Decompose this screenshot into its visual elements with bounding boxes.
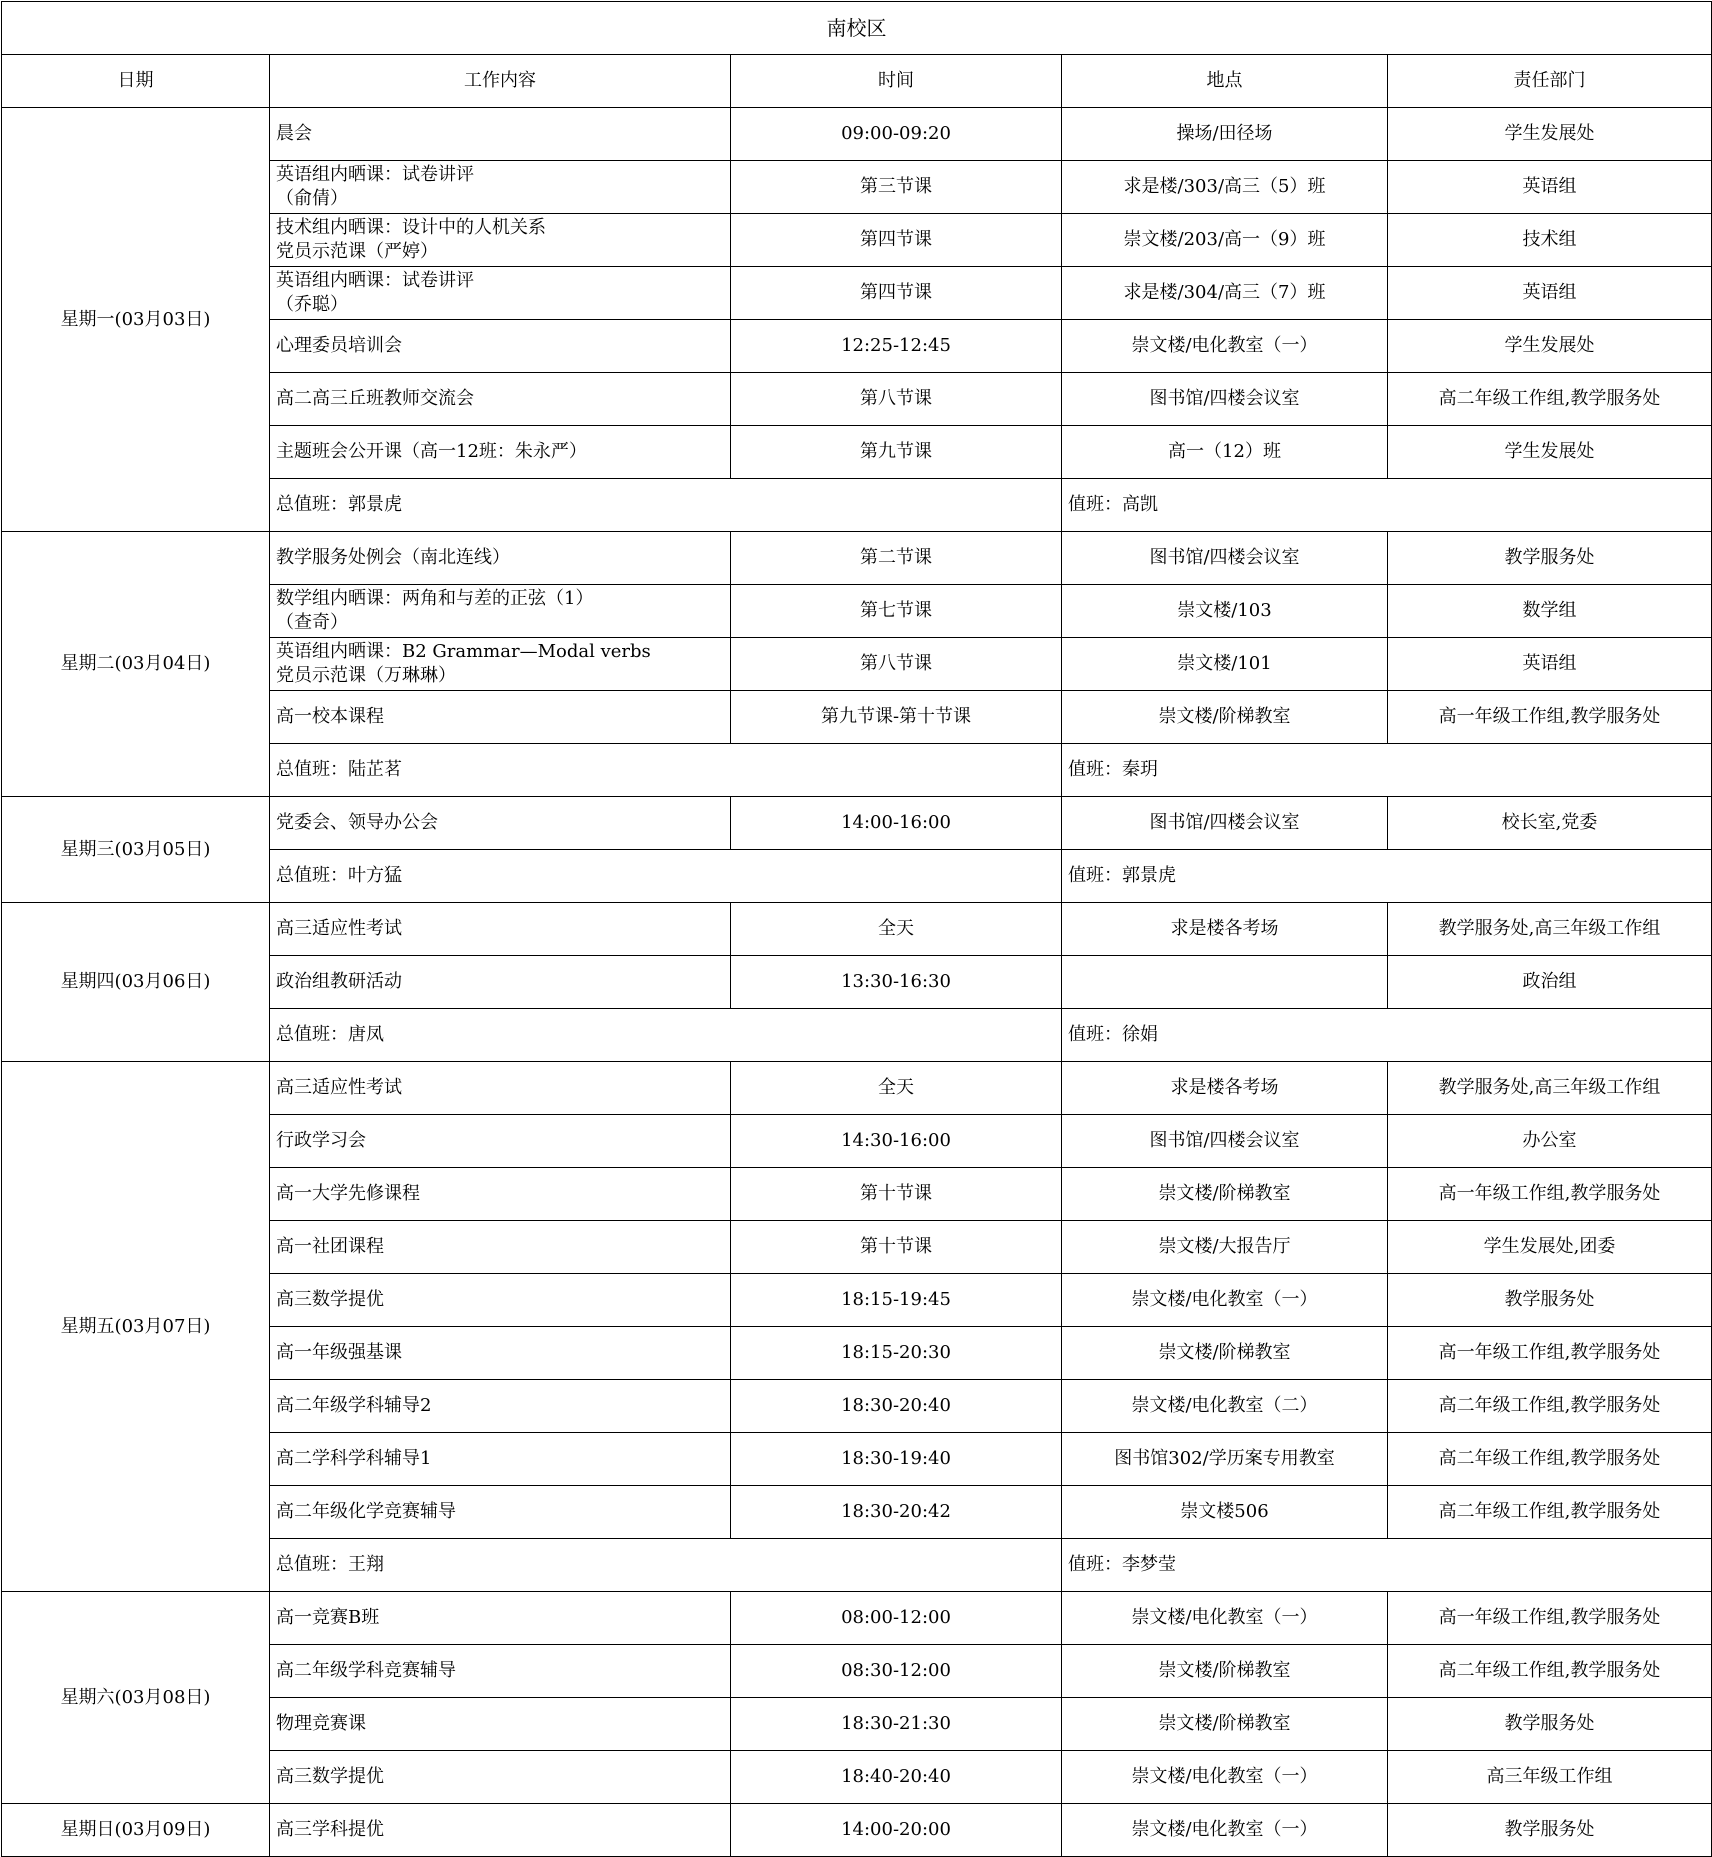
cell-time: 第三节课 xyxy=(731,161,1062,214)
cell-content: 数学组内晒课：两角和与差的正弦（1） （查奇） xyxy=(270,585,731,638)
table-row xyxy=(2,1804,1712,1857)
table-row xyxy=(2,903,1712,956)
duty-staff: 值班：郭景虎 xyxy=(1062,850,1712,903)
cell-time: 14:00-20:00 xyxy=(731,1804,1062,1857)
cell-location: 崇文楼/大报告厅 xyxy=(1062,1221,1388,1274)
duty-chief: 总值班：陆芷茗 xyxy=(270,744,1062,797)
cell-location: 崇文楼/电化教室（一） xyxy=(1062,1804,1388,1857)
cell-location: 崇文楼/阶梯教室 xyxy=(1062,1645,1388,1698)
duty-staff: 值班：秦玥 xyxy=(1062,744,1712,797)
cell-time: 18:30-19:40 xyxy=(731,1433,1062,1486)
cell-department: 英语组 xyxy=(1388,267,1712,320)
cell-content: 英语组内晒课：试卷讲评 （乔聪） xyxy=(270,267,731,320)
cell-location: 崇文楼/阶梯教室 xyxy=(1062,1168,1388,1221)
duty-staff: 值班：徐娟 xyxy=(1062,1009,1712,1062)
cell-content: 物理竞赛课 xyxy=(270,1698,731,1751)
cell-content: 政治组教研活动 xyxy=(270,956,731,1009)
cell-content: 高三数学提优 xyxy=(270,1751,731,1804)
cell-location: 图书馆/四楼会议室 xyxy=(1062,797,1388,850)
cell-department: 办公室 xyxy=(1388,1115,1712,1168)
cell-time: 第八节课 xyxy=(731,373,1062,426)
cell-department: 教学服务处 xyxy=(1388,532,1712,585)
cell-location: 崇文楼/阶梯教室 xyxy=(1062,1698,1388,1751)
cell-department: 高一年级工作组,教学服务处 xyxy=(1388,1327,1712,1380)
cell-content: 高一年级强基课 xyxy=(270,1327,731,1380)
cell-time: 第九节课-第十节课 xyxy=(731,691,1062,744)
cell-time: 第四节课 xyxy=(731,267,1062,320)
day-date: 星期二(03月04日) xyxy=(2,532,270,797)
day-date: 星期一(03月03日) xyxy=(2,108,270,532)
cell-department: 高二年级工作组,教学服务处 xyxy=(1388,1645,1712,1698)
cell-time: 第四节课 xyxy=(731,214,1062,267)
cell-location: 崇文楼/阶梯教室 xyxy=(1062,691,1388,744)
header-content: 工作内容 xyxy=(270,55,731,108)
cell-department: 学生发展处 xyxy=(1388,108,1712,161)
cell-content: 党委会、领导办公会 xyxy=(270,797,731,850)
cell-department: 高二年级工作组,教学服务处 xyxy=(1388,1433,1712,1486)
table-row xyxy=(2,532,1712,585)
cell-time: 09:00-09:20 xyxy=(731,108,1062,161)
cell-content: 高二年级学科竞赛辅导 xyxy=(270,1645,731,1698)
cell-location xyxy=(1062,956,1388,1009)
cell-time: 18:30-20:40 xyxy=(731,1380,1062,1433)
cell-content: 高二学科学科辅导1 xyxy=(270,1433,731,1486)
cell-content: 行政学习会 xyxy=(270,1115,731,1168)
cell-department: 高二年级工作组,教学服务处 xyxy=(1388,373,1712,426)
cell-time: 14:00-16:00 xyxy=(731,797,1062,850)
cell-time: 18:30-20:42 xyxy=(731,1486,1062,1539)
cell-time: 18:30-21:30 xyxy=(731,1698,1062,1751)
day-date: 星期四(03月06日) xyxy=(2,903,270,1062)
cell-content: 主题班会公开课（高一12班：朱永严） xyxy=(270,426,731,479)
cell-time: 18:15-20:30 xyxy=(731,1327,1062,1380)
cell-department: 高二年级工作组,教学服务处 xyxy=(1388,1486,1712,1539)
cell-time: 08:30-12:00 xyxy=(731,1645,1062,1698)
cell-location: 崇文楼/电化教室（二） xyxy=(1062,1380,1388,1433)
cell-time: 12:25-12:45 xyxy=(731,320,1062,373)
cell-department: 英语组 xyxy=(1388,638,1712,691)
cell-department: 英语组 xyxy=(1388,161,1712,214)
cell-location: 求是楼/304/高三（7）班 xyxy=(1062,267,1388,320)
cell-time: 全天 xyxy=(731,1062,1062,1115)
cell-location: 图书馆302/学历案专用教室 xyxy=(1062,1433,1388,1486)
cell-content: 教学服务处例会（南北连线） xyxy=(270,532,731,585)
cell-content: 高一社团课程 xyxy=(270,1221,731,1274)
day-date: 星期三(03月05日) xyxy=(2,797,270,903)
cell-content: 心理委员培训会 xyxy=(270,320,731,373)
cell-content: 高三适应性考试 xyxy=(270,903,731,956)
cell-content: 高二年级学科辅导2 xyxy=(270,1380,731,1433)
cell-location: 求是楼各考场 xyxy=(1062,1062,1388,1115)
cell-content: 技术组内晒课：设计中的人机关系 党员示范课（严婷） xyxy=(270,214,731,267)
duty-chief: 总值班：郭景虎 xyxy=(270,479,1062,532)
cell-location: 崇文楼/电化教室（一） xyxy=(1062,1751,1388,1804)
cell-location: 图书馆/四楼会议室 xyxy=(1062,532,1388,585)
duty-staff: 值班：李梦莹 xyxy=(1062,1539,1712,1592)
cell-time: 第十节课 xyxy=(731,1221,1062,1274)
cell-department: 政治组 xyxy=(1388,956,1712,1009)
cell-content: 高二年级化学竞赛辅导 xyxy=(270,1486,731,1539)
schedule-table xyxy=(1,1,1712,1857)
cell-content: 高二高三丘班教师交流会 xyxy=(270,373,731,426)
cell-time: 第七节课 xyxy=(731,585,1062,638)
cell-location: 操场/田径场 xyxy=(1062,108,1388,161)
cell-department: 教学服务处 xyxy=(1388,1274,1712,1327)
cell-location: 崇文楼/203/高一（9）班 xyxy=(1062,214,1388,267)
cell-location: 求是楼/303/高三（5）班 xyxy=(1062,161,1388,214)
cell-department: 学生发展处,团委 xyxy=(1388,1221,1712,1274)
cell-time: 全天 xyxy=(731,903,1062,956)
cell-location: 崇文楼/阶梯教室 xyxy=(1062,1327,1388,1380)
cell-department: 教学服务处,高三年级工作组 xyxy=(1388,1062,1712,1115)
cell-location: 崇文楼/电化教室（一） xyxy=(1062,320,1388,373)
cell-location: 高一（12）班 xyxy=(1062,426,1388,479)
cell-department: 高三年级工作组 xyxy=(1388,1751,1712,1804)
cell-time: 14:30-16:00 xyxy=(731,1115,1062,1168)
cell-department: 校长室,党委 xyxy=(1388,797,1712,850)
header-date: 日期 xyxy=(2,55,270,108)
table-row xyxy=(2,1062,1712,1115)
cell-content: 高三适应性考试 xyxy=(270,1062,731,1115)
cell-content: 高一竞赛B班 xyxy=(270,1592,731,1645)
cell-time: 第十节课 xyxy=(731,1168,1062,1221)
cell-department: 技术组 xyxy=(1388,214,1712,267)
table-row xyxy=(2,1592,1712,1645)
cell-location: 求是楼各考场 xyxy=(1062,903,1388,956)
cell-content: 高三数学提优 xyxy=(270,1274,731,1327)
cell-department: 教学服务处 xyxy=(1388,1804,1712,1857)
cell-location: 崇文楼/电化教室（一） xyxy=(1062,1274,1388,1327)
cell-department: 学生发展处 xyxy=(1388,320,1712,373)
cell-department: 高一年级工作组,教学服务处 xyxy=(1388,1168,1712,1221)
cell-time: 08:00-12:00 xyxy=(731,1592,1062,1645)
cell-content: 英语组内晒课：B2 Grammar—Modal verbs 党员示范课（万琳琳） xyxy=(270,638,731,691)
day-date: 星期六(03月08日) xyxy=(2,1592,270,1804)
day-date: 星期日(03月09日) xyxy=(2,1804,270,1857)
cell-department: 教学服务处 xyxy=(1388,1698,1712,1751)
cell-content: 晨会 xyxy=(270,108,731,161)
cell-content: 高一大学先修课程 xyxy=(270,1168,731,1221)
header-department: 责任部门 xyxy=(1388,55,1712,108)
cell-department: 学生发展处 xyxy=(1388,426,1712,479)
page-title: 南校区 xyxy=(2,2,1712,55)
duty-chief: 总值班：唐凤 xyxy=(270,1009,1062,1062)
header-time: 时间 xyxy=(731,55,1062,108)
cell-time: 18:15-19:45 xyxy=(731,1274,1062,1327)
cell-time: 第二节课 xyxy=(731,532,1062,585)
cell-time: 第八节课 xyxy=(731,638,1062,691)
cell-department: 高二年级工作组,教学服务处 xyxy=(1388,1380,1712,1433)
cell-content: 高三学科提优 xyxy=(270,1804,731,1857)
cell-department: 数学组 xyxy=(1388,585,1712,638)
cell-time: 18:40-20:40 xyxy=(731,1751,1062,1804)
cell-location: 图书馆/四楼会议室 xyxy=(1062,1115,1388,1168)
day-date: 星期五(03月07日) xyxy=(2,1062,270,1592)
table-row xyxy=(2,108,1712,161)
cell-time: 13:30-16:30 xyxy=(731,956,1062,1009)
cell-department: 教学服务处,高三年级工作组 xyxy=(1388,903,1712,956)
cell-location: 崇文楼/101 xyxy=(1062,638,1388,691)
cell-location: 崇文楼/103 xyxy=(1062,585,1388,638)
duty-chief: 总值班：叶方猛 xyxy=(270,850,1062,903)
table-row xyxy=(2,797,1712,850)
cell-content: 高一校本课程 xyxy=(270,691,731,744)
cell-content: 英语组内晒课：试卷讲评 （俞倩） xyxy=(270,161,731,214)
duty-chief: 总值班：王翔 xyxy=(270,1539,1062,1592)
header-location: 地点 xyxy=(1062,55,1388,108)
duty-staff: 值班：高凯 xyxy=(1062,479,1712,532)
cell-department: 高一年级工作组,教学服务处 xyxy=(1388,691,1712,744)
cell-location: 崇文楼506 xyxy=(1062,1486,1388,1539)
cell-time: 第九节课 xyxy=(731,426,1062,479)
cell-location: 图书馆/四楼会议室 xyxy=(1062,373,1388,426)
cell-department: 高一年级工作组,教学服务处 xyxy=(1388,1592,1712,1645)
cell-location: 崇文楼/电化教室（一） xyxy=(1062,1592,1388,1645)
